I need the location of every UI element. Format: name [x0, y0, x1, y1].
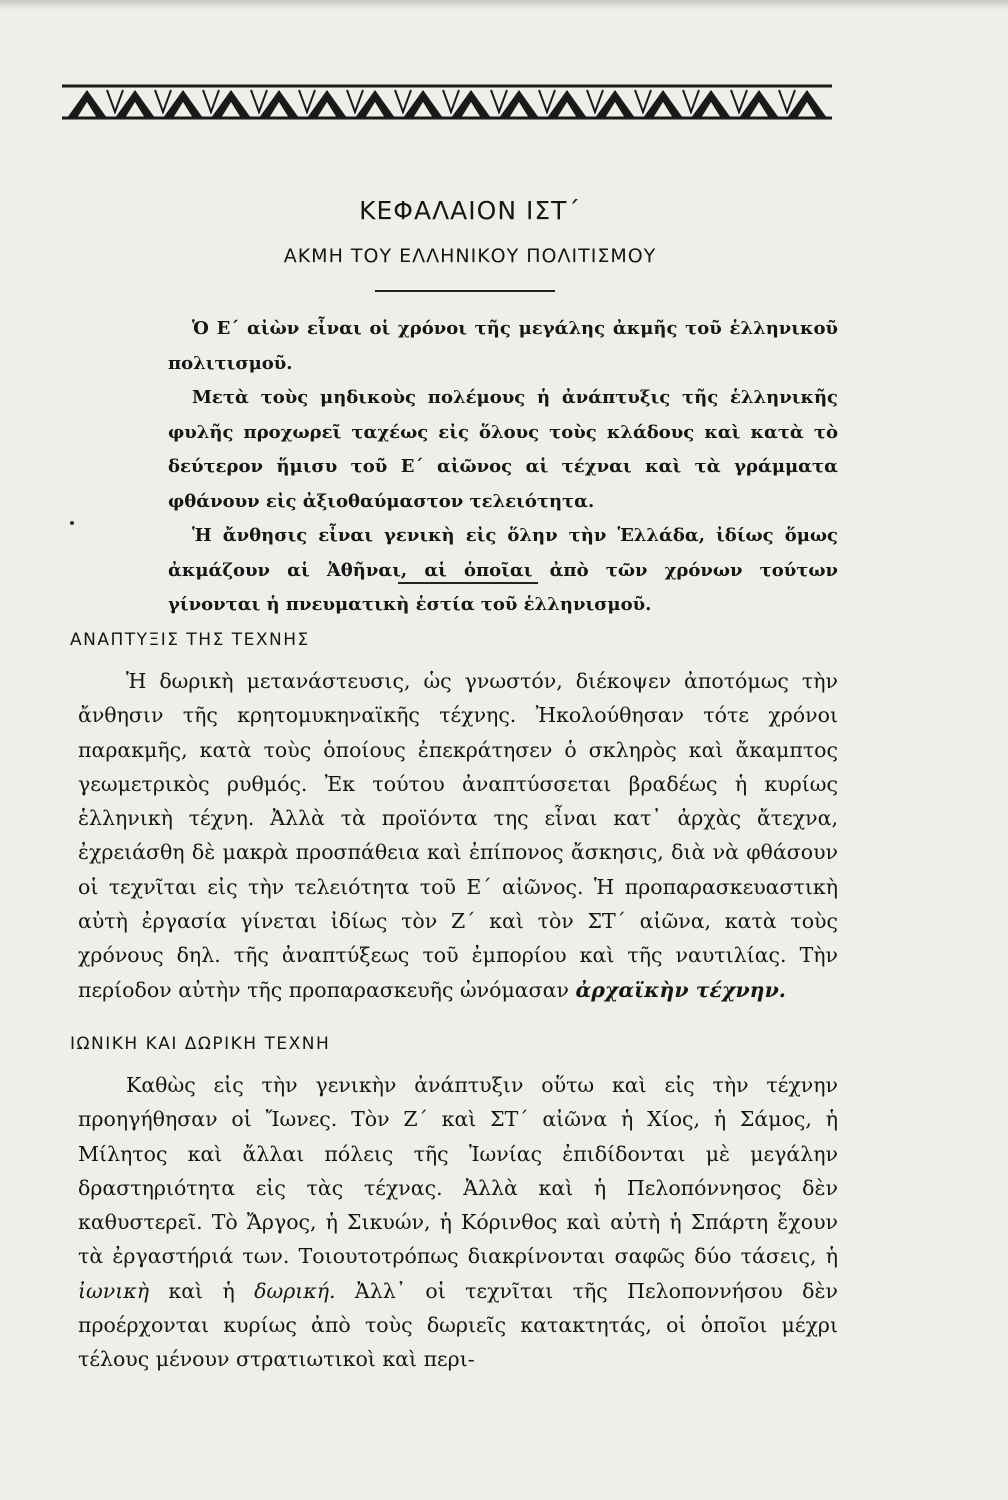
chapter-title: ΚΕΦΑΛΑΙΟΝ ΙΣΤ΄ — [359, 196, 581, 225]
chapter-subtitle: ΑΚΜΗ ΤΟΥ ΕΛΛΗΝΙΚΟΥ ΠΟΛΙΤΙΣΜΟΥ — [283, 245, 657, 267]
greek-meander-ornament-icon — [62, 82, 832, 122]
paragraph-text-b: καὶ ἡ — [168, 1278, 235, 1303]
archaic-art-term: ἀρχαϊκὴν τέχνην. — [575, 977, 786, 1002]
paragraph-text-c: Ἀλλ᾿ οἱ τεχνῖται τῆς Πελοποννήσου δὲν προέρχονται κυρίως ἀπὸ τοὺς δωριεῖς κατακτητάς, οἱ ὁποῖοι μέχρι τέλους μένουν στρατιωτικοὶ καὶ περι- — [78, 1278, 838, 1372]
ink-speck — [70, 521, 74, 525]
ionic-term: ἰωνικὴ — [78, 1278, 149, 1303]
paragraph-text: Ἡ δωρικὴ μετανάστευσις, ὡς γνωστόν, διέκοψεν ἀποτόμως τὴν ἄνθησιν τῆς κρητομυκηναϊκῆς τέχνης. Ἠκολούθησαν τότε χρόνοι παρακμῆς, κατὰ τοὺς ὁποίους ἐπεκράτησεν ὁ σκληρὸς καὶ ἄκαμπτος γεωμετρικὸς ρυθμός. Ἐκ τούτου ἀναπτύσσεται βραδέως ἡ κυρίως ἑλληνικὴ τέχνη. Ἀλλὰ τὰ προϊόντα της εἶναι κατ᾿ ἀρχὰς ἄτεχνα, ἐχρειάσθη δὲ μακρὰ προσπάθεια καὶ ἐπίπονος ἄσκησις, διὰ νὰ φθάσουν οἱ τεχνῖται εἰς τὴν τελειότητα τοῦ Ε΄ αἰῶνος. Ἡ προπαρασκευαστικὴ αὐτὴ ἐργασία γίνεται ἰδίως τὸν Ζ΄ καὶ τὸν ΣΤ΄ αἰῶνα, κατὰ τοὺς χρόνους δηλ. τῆς ἀναπτύξεως τοῦ ἐμπορίου καὶ τῆς ναυτιλίας. Τὴν περίοδον αὐτὴν τῆς προπαρασκευῆς ὠνόμασαν — [78, 669, 838, 1002]
section-body-ionic-doric — [78, 1068, 838, 1377]
paragraph-ionic-doric — [78, 1068, 838, 1377]
doric-term: δωρική. — [254, 1278, 336, 1303]
title-divider — [375, 290, 555, 292]
summary-paragraph-2: Μετὰ τοὺς μηδικοὺς πολέμους ἡ ἀνάπτυξις τῆς ἑλληνικῆς φυλῆς προχωρεῖ ταχέως εἰς ὅλους τοὺς κλάδους καὶ κατὰ τὸ δεύτερον ἥμισυ τοῦ Ε΄ αἰῶνος αἱ τέχναι καὶ τὰ γράμματα φθάνουν εἰς ἀξιοθαύμαστον τελειότητα. — [168, 387, 838, 512]
page-top-edge — [0, 0, 1008, 10]
summary-paragraph-3: Ἡ ἄνθησις εἶναι γενικὴ εἰς ὅλην τὴν Ἑλλάδα, ἰδίως ὅμως ἀκμάζουν αἱ Ἀθῆναι, αἱ ὁποῖαι ἀπὸ τῶν χρόνων τούτων γίνονται ἡ πνευματικὴ ἑστία τοῦ ἑλληνισμοῦ. — [168, 525, 838, 615]
paragraph-development — [78, 664, 838, 1007]
section-heading-development: ΑΝΑΠΤΥΞΙΣ ΤΗΣ ΤΕΧΝΗΣ — [70, 630, 310, 650]
chapter-summary — [168, 312, 838, 623]
paragraph-text-a: Καθὼς εἰς τὴν γενικὴν ἀνάπτυξιν οὕτω καὶ εἰς τὴν τέχνην προηγήθησαν οἱ Ἴωνες. Τὸν Ζ΄ καὶ ΣΤ΄ αἰῶνα ἡ Χίος, ἡ Σάμος, ἡ Μίλητος καὶ ἄλλαι πόλεις τῆς Ἰωνίας ἐπιδίδονται μὲ μεγάλην δραστηριότητα εἰς τὰς τέχνας. Ἀλλὰ καὶ ἡ Πελοπόννησος δὲν καθυστερεῖ. Τὸ Ἄργος, ἡ Σικυών, ἡ Κόρινθος καὶ αὐτὴ ἡ Σπάρτη ἔχουν τὰ ἐργαστήριά των. Τοιουτοτρόπως διακρίνονται σαφῶς δύο τάσεις, ἡ — [78, 1073, 838, 1269]
section-body-development — [78, 664, 838, 1007]
summary-divider — [398, 582, 538, 584]
summary-paragraph-1: Ὁ Ε΄ αἰὼν εἶναι οἱ χρόνοι τῆς μεγάλης ἀκμῆς τοῦ ἑλληνικοῦ πολιτισμοῦ. — [168, 318, 838, 374]
section-heading-ionic-doric: ΙΩΝΙΚΗ ΚΑΙ ΔΩΡΙΚΗ ΤΕΧΝΗ — [70, 1034, 331, 1054]
